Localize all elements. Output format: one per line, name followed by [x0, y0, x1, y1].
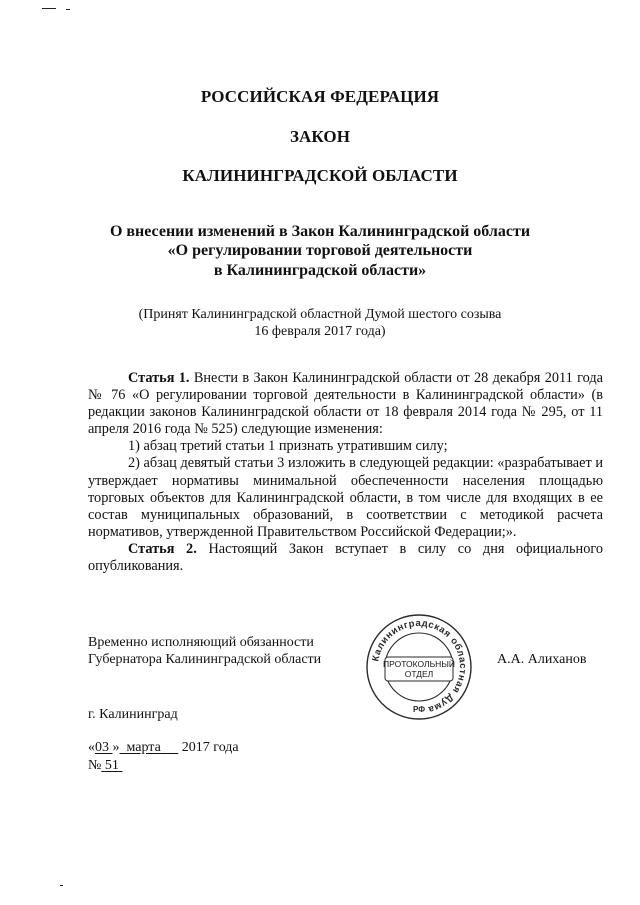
- number-value: 51: [104, 758, 119, 773]
- stamp-ring-text: Калининградская областная Дума: [370, 617, 469, 715]
- article-1-text: Внести в Закон Калининградской области от 28 декабря 2011 года № 76 «О регулировании торговой деятельности в Калининградской области» (в редакции законов Калининградской области от 18 февраля 2014 года № 295, от 11 апреля 2016 года № 525) следующие изменения:: [88, 370, 603, 438]
- law-number: [88, 757, 122, 774]
- article-1-item-2: 2) абзац девятый статьи 3 изложить в следующей редакции: «разрабатывает и утверждает нормативы минимальной обеспеченности населения площадью торговых объектов для Калининградской области, в том числе для входящих в ее состав муниципальных образований, в соответствии с методикой расчета нормативов, утвержденной Правительством Российской Федерации;».: [88, 455, 603, 540]
- number-sign: №: [88, 758, 102, 773]
- date-close-quote: »: [112, 740, 120, 755]
- signatory-name: А.А. Алиханов: [497, 652, 587, 667]
- article-2-label: Статья 2.: [128, 540, 197, 557]
- country-heading: РОССИЙСКАЯ ФЕДЕРАЦИЯ: [200, 87, 440, 106]
- adoption-note-line-2: 16 февраля 2017 года): [254, 324, 386, 339]
- article-1-label: Статья 1.: [128, 370, 190, 386]
- article-1-item-1: 1) абзац третий статьи 1 признать утратившим силу;: [128, 438, 448, 455]
- official-stamp: [365, 613, 473, 721]
- date-month: марта: [126, 740, 161, 755]
- scan-mark: [60, 885, 63, 886]
- law-body: [88, 370, 603, 575]
- signatory-position-line-2: Губернатора Калининградской области: [88, 652, 322, 667]
- date-open-quote: «: [88, 740, 95, 755]
- adoption-note-line-1: (Принят Калининградской областной Думой шестого созыва: [138, 307, 502, 322]
- region-heading: КАЛИНИНГРАДСКОЙ ОБЛАСТИ: [182, 166, 458, 185]
- law-subject-line-2: «О регулировании торговой деятельности: [167, 242, 473, 259]
- article-1-paragraph: [88, 370, 603, 438]
- scan-mark: [42, 8, 56, 9]
- scan-mark: [66, 9, 70, 10]
- law-subject-line-1: О внесении изменений в Закон Калининградской области: [109, 223, 531, 240]
- date-year: 2017 года: [181, 740, 239, 755]
- stamp-center-line-2: ОТДЕЛ: [404, 669, 434, 679]
- signatory-position-line-1: Временно исполняющий обязанности: [88, 635, 314, 650]
- signing-city: г. Калининград: [88, 707, 178, 722]
- date-day: 03: [95, 740, 109, 755]
- article-2-text: Настоящий Закон вступает в силу со дня официального опубликования.: [88, 540, 604, 575]
- article-2-paragraph: [88, 541, 603, 575]
- law-subject-line-3: в Калининградской области»: [213, 262, 427, 279]
- stamp-center-line-1: ПРОТОКОЛЬНЫЙ: [383, 659, 455, 669]
- doc-type-heading: ЗАКОН: [289, 127, 351, 146]
- signing-date: [88, 739, 239, 756]
- stamp-bottom-text: РФ: [412, 705, 426, 714]
